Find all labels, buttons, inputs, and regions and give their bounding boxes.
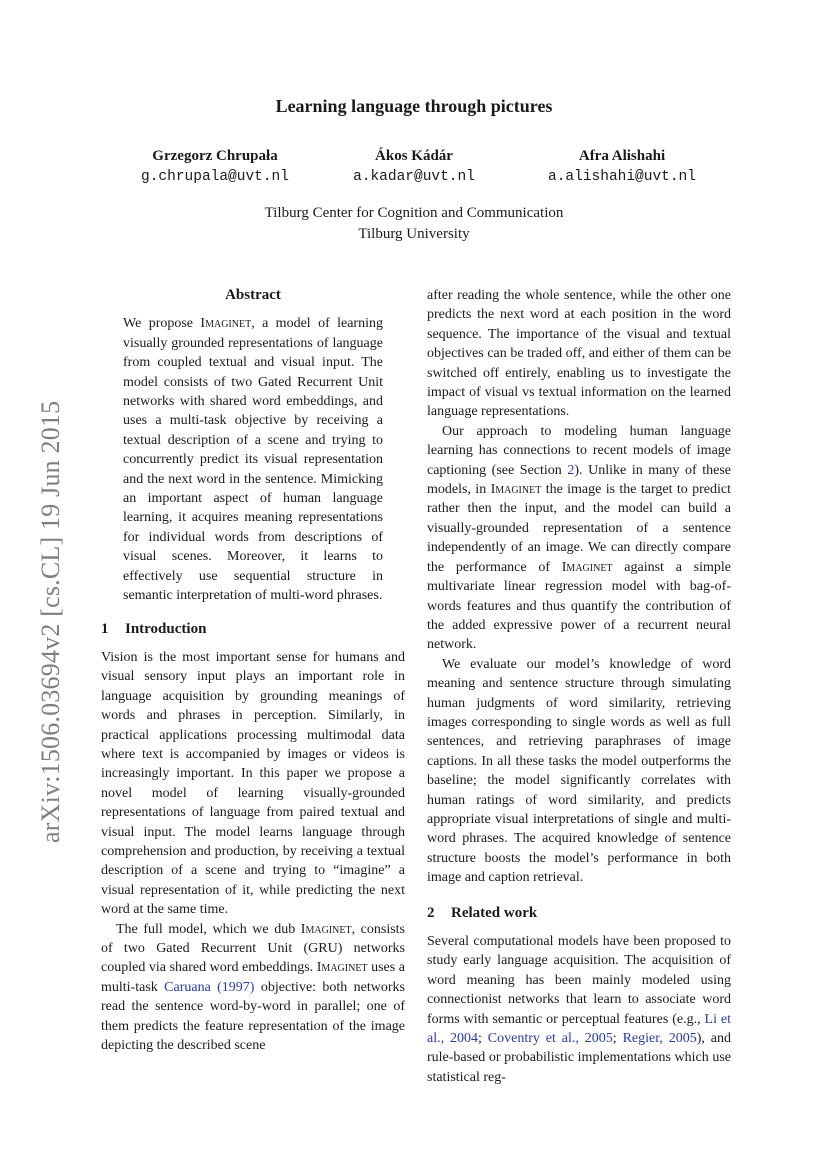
model-name: Imaginet: [200, 316, 252, 332]
section-heading-related-work: [427, 904, 731, 923]
citation-link[interactable]: Caruana (1997): [164, 979, 255, 995]
text-run: ;: [478, 1031, 488, 1047]
text-run: The full model, which we dub: [116, 921, 301, 937]
abstract-heading: Abstract: [225, 287, 281, 303]
text-run: against a simple multivariate linear regression model with bag-of-words features and thus quantify the contribution of the added expressive power of a recurrent neural network.: [427, 559, 731, 653]
model-name: Imaginet: [300, 921, 352, 937]
affiliation-line-2: Tilburg University: [358, 226, 470, 242]
abstract-paragraph: [123, 314, 383, 605]
text-run: Several computational models have been proposed to study early language acquisition. The acquisition of word meaning has been mainly modeled using connectionist networks that learn to associate word forms with semantic or perceptual features (e.g.,: [427, 934, 731, 1027]
citation-link[interactable]: Coventry et al., 2005: [487, 1031, 613, 1047]
text-run: Our approach to modeling human language learning has connections to recent models of image captioning (see Section: [427, 423, 731, 478]
text-run: objective: both networks read the sentence word-by-word in parallel; one of them predicts the feature representation of the image depicting the described scene: [101, 979, 405, 1054]
author-name: Ákos Kádár: [375, 148, 453, 164]
affiliation: [0, 203, 828, 245]
related-paragraph-1: [427, 932, 731, 1087]
author-1: [105, 146, 325, 188]
section-number: 1: [101, 620, 109, 637]
abstract-body: [101, 314, 405, 605]
section-title: Introduction: [125, 620, 207, 637]
model-name: Imaginet: [316, 960, 368, 976]
model-name: Imaginet: [561, 559, 613, 575]
text-run: ;: [612, 1031, 623, 1047]
text-run: ), and rule-based or probabilistic implementations which use statistical reg-: [427, 1031, 732, 1085]
intro-paragraph-4: We evaluate our model’s knowledge of word meaning and sentence structure through simulating human judgments of word similarity, retrieving images corresponding to single words as well as full sentences, and retrieving paraphrases of image captions. In all these tasks the model outperforms the baseline; the model significantly correlates with human ratings of word similarity, and predicts appropriate visual interpretations of single and multi-word phrases. The acquired knowledge of sentence structure boosts the model’s performance in both image and caption retrieval.: [427, 656, 731, 886]
author-email: g.chrupala@uvt.nl: [141, 169, 289, 185]
author-name: Grzegorz Chrupała: [152, 148, 278, 164]
text-run: uses a multi-task: [101, 960, 406, 995]
author-3: [512, 146, 732, 188]
intro-paragraph-1: Vision is the most important sense for humans and visual sensory input plays an important role in language acquisition by grounding meanings of words and phrases in perception. Similarly, in practical applications processing multimodal data where text is accompanied by images or videos is increasingly important. In this paper we propose a novel model of learning visually-grounded representations of language from paired textual and visual input. The model learns language through comprehension and production, by receiving a textual description of a scene and trying to “imagine” a visual representation of it, while predicting the next word at the same time.: [101, 649, 405, 918]
citation-link[interactable]: Li et al., 2004: [427, 1011, 731, 1047]
intro-paragraph-2: [101, 920, 405, 1056]
arxiv-identifier: arXiv:1506.03694v2 [cs.CL] 19 Jun 2015: [36, 400, 65, 843]
text-run: We propose: [123, 316, 201, 332]
left-column: [101, 286, 405, 1055]
section-heading-introduction: [101, 620, 405, 639]
right-column: [427, 286, 731, 1087]
section-title: Related work: [451, 904, 538, 921]
section-number: 2: [427, 904, 435, 921]
author-name: Afra Alishahi: [578, 148, 666, 164]
affiliation-line-1: Tilburg Center for Cognition and Communication: [264, 205, 564, 221]
intro-paragraph-3: [427, 422, 731, 655]
text-run: , consists of two Gated Recurrent Unit (GRU) networks coupled via shared word embeddings.: [101, 921, 405, 976]
text-run: ). Unlike in many of these models, in: [427, 462, 731, 498]
section-reference-link[interactable]: 2: [567, 462, 575, 478]
author-email: a.alishahi@uvt.nl: [548, 169, 696, 185]
intro-paragraph-2-continued: after reading the whole sentence, while the other one predicts the next word at each position in the word sequence. The importance of the visual and textual objectives can be traded off, and either of them can be switched off entirely, enabling us to investigate the impact of visual vs textual information on the learned language representations.: [427, 288, 731, 420]
author-2: [304, 146, 524, 188]
text-run: , a model of learning visually grounded representations of language from coupled textual and visual input. The model consists of two Gated Recurrent Unit networks with shared word embeddings, and uses a multi-task objective by receiving a textual description of a scene and trying to concurrently predict its visual representation and the next word in the sentence. Mimicking an important aspect of human language learning, it acquires meaning representations for individual words from descriptions of visual scenes. Moreover, it learns to effectively use sequential structure in semantic interpretation of multi-word phrases.: [123, 316, 383, 604]
citation-link[interactable]: Regier, 2005: [622, 1031, 697, 1047]
text-run: the image is the target to predict rather then the input, and the model can build a visually-grounded representation of a sentence independently of an image. We can directly compare the performance of: [427, 482, 731, 575]
author-block: [0, 146, 828, 196]
paper-title: Learning language through pictures: [275, 96, 553, 116]
author-email: a.kadar@uvt.nl: [353, 169, 475, 185]
model-name: Imaginet: [490, 482, 542, 498]
